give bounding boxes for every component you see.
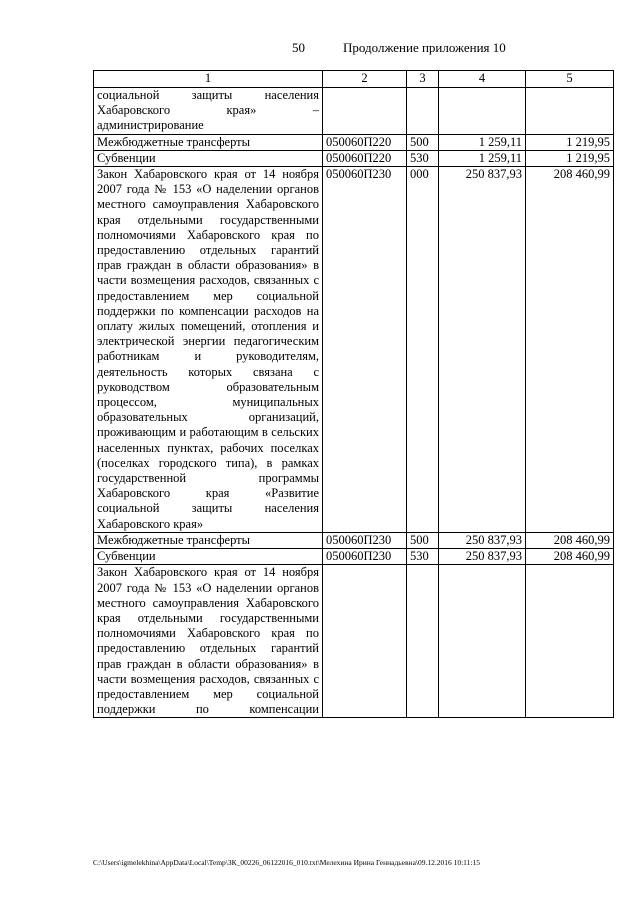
amount-cell-col4: 1 259,11 [439, 150, 526, 166]
expense-type-cell: 530 [407, 150, 439, 166]
amount-cell-col4: 250 837,93 [439, 549, 526, 565]
row-name-cell: Межбюджетные трансферты [94, 532, 323, 548]
expense-type-cell [407, 565, 439, 718]
row-name-cell: Закон Хабаровского края от 14 ноября 2007 года № 153 «О наделении органов местного самоуправления Хабаровского края отдельными государственными полномочиями Хабаровского края по предоставлению отдельных гарантий прав граждан в области образования» в части возмещения расходов, связанных с предоставлением мер социальной поддержки по компенсации расходов на оплату жилых помещений, отопления и электрической энергии педагогическим работникам и руководителям, деятельность которых связана с руководством образовательным процессом, муниципальных образовательных организаций, проживающим и работающим в сельских населенных пунктах, рабочих поселках (поселках городского типа), в рамках государственной программы Хабаровского края «Развитие социальной защиты населения Хабаровского края» [94, 167, 323, 533]
appendix-table [93, 70, 614, 718]
row-name-cell: Закон Хабаровского края от 14 ноября 2007 года № 153 «О наделении органов местного самоуправления Хабаровского края отдельными государственными полномочиями Хабаровского края по предоставлению отдельных гарантий прав граждан в области образования» в части возмещения расходов, связанных с предоставлением мер социальной поддержки по компенсации [94, 565, 323, 718]
file-path-footer: C:\Users\igmelekhina\AppData\Local\Temp\ЗК_00226_06122016_010.txt\Мелехина Ирина Геннадьевна\09.12.2016 10:11:15 [93, 858, 480, 867]
appendix-caption: Продолжение приложения 10 [343, 40, 506, 55]
target-code-cell [323, 565, 407, 718]
target-code-cell: 050060П230 [323, 167, 407, 533]
expense-type-cell: 000 [407, 167, 439, 533]
target-code-cell: 050060П230 [323, 532, 407, 548]
page-number: 50 [292, 40, 305, 55]
target-code-cell: 050060П220 [323, 150, 407, 166]
expense-type-cell: 500 [407, 134, 439, 150]
table-row [94, 134, 614, 150]
table-row [94, 565, 614, 718]
amount-cell-col5 [526, 565, 614, 718]
column-header-1: 1 [94, 71, 323, 88]
expense-type-cell: 500 [407, 532, 439, 548]
amount-cell-col4 [439, 565, 526, 718]
target-code-cell: 050060П220 [323, 134, 407, 150]
amount-cell-col4: 250 837,93 [439, 532, 526, 548]
column-number-row [94, 71, 614, 88]
column-header-4: 4 [439, 71, 526, 88]
table-row [94, 150, 614, 166]
expense-type-cell: 530 [407, 549, 439, 565]
target-code-cell: 050060П230 [323, 549, 407, 565]
row-name-cell: социальной защиты населения Хабаровского края» – администрирование [94, 88, 323, 135]
row-name-cell: Субвенции [94, 549, 323, 565]
amount-cell-col4: 1 259,11 [439, 134, 526, 150]
table-row [94, 549, 614, 565]
column-header-5: 5 [526, 71, 614, 88]
amount-cell-col5: 208 460,99 [526, 167, 614, 533]
amount-cell-col4 [439, 88, 526, 135]
amount-cell-col5: 1 219,95 [526, 134, 614, 150]
row-name-cell: Субвенции [94, 150, 323, 166]
table-row [94, 88, 614, 135]
column-header-2: 2 [323, 71, 407, 88]
row-name-cell: Межбюджетные трансферты [94, 134, 323, 150]
amount-cell-col4: 250 837,93 [439, 167, 526, 533]
table-row [94, 167, 614, 533]
table-row [94, 532, 614, 548]
amount-cell-col5: 208 460,99 [526, 549, 614, 565]
target-code-cell [323, 88, 407, 135]
amount-cell-col5 [526, 88, 614, 135]
column-header-3: 3 [407, 71, 439, 88]
expense-type-cell [407, 88, 439, 135]
amount-cell-col5: 208 460,99 [526, 532, 614, 548]
amount-cell-col5: 1 219,95 [526, 150, 614, 166]
